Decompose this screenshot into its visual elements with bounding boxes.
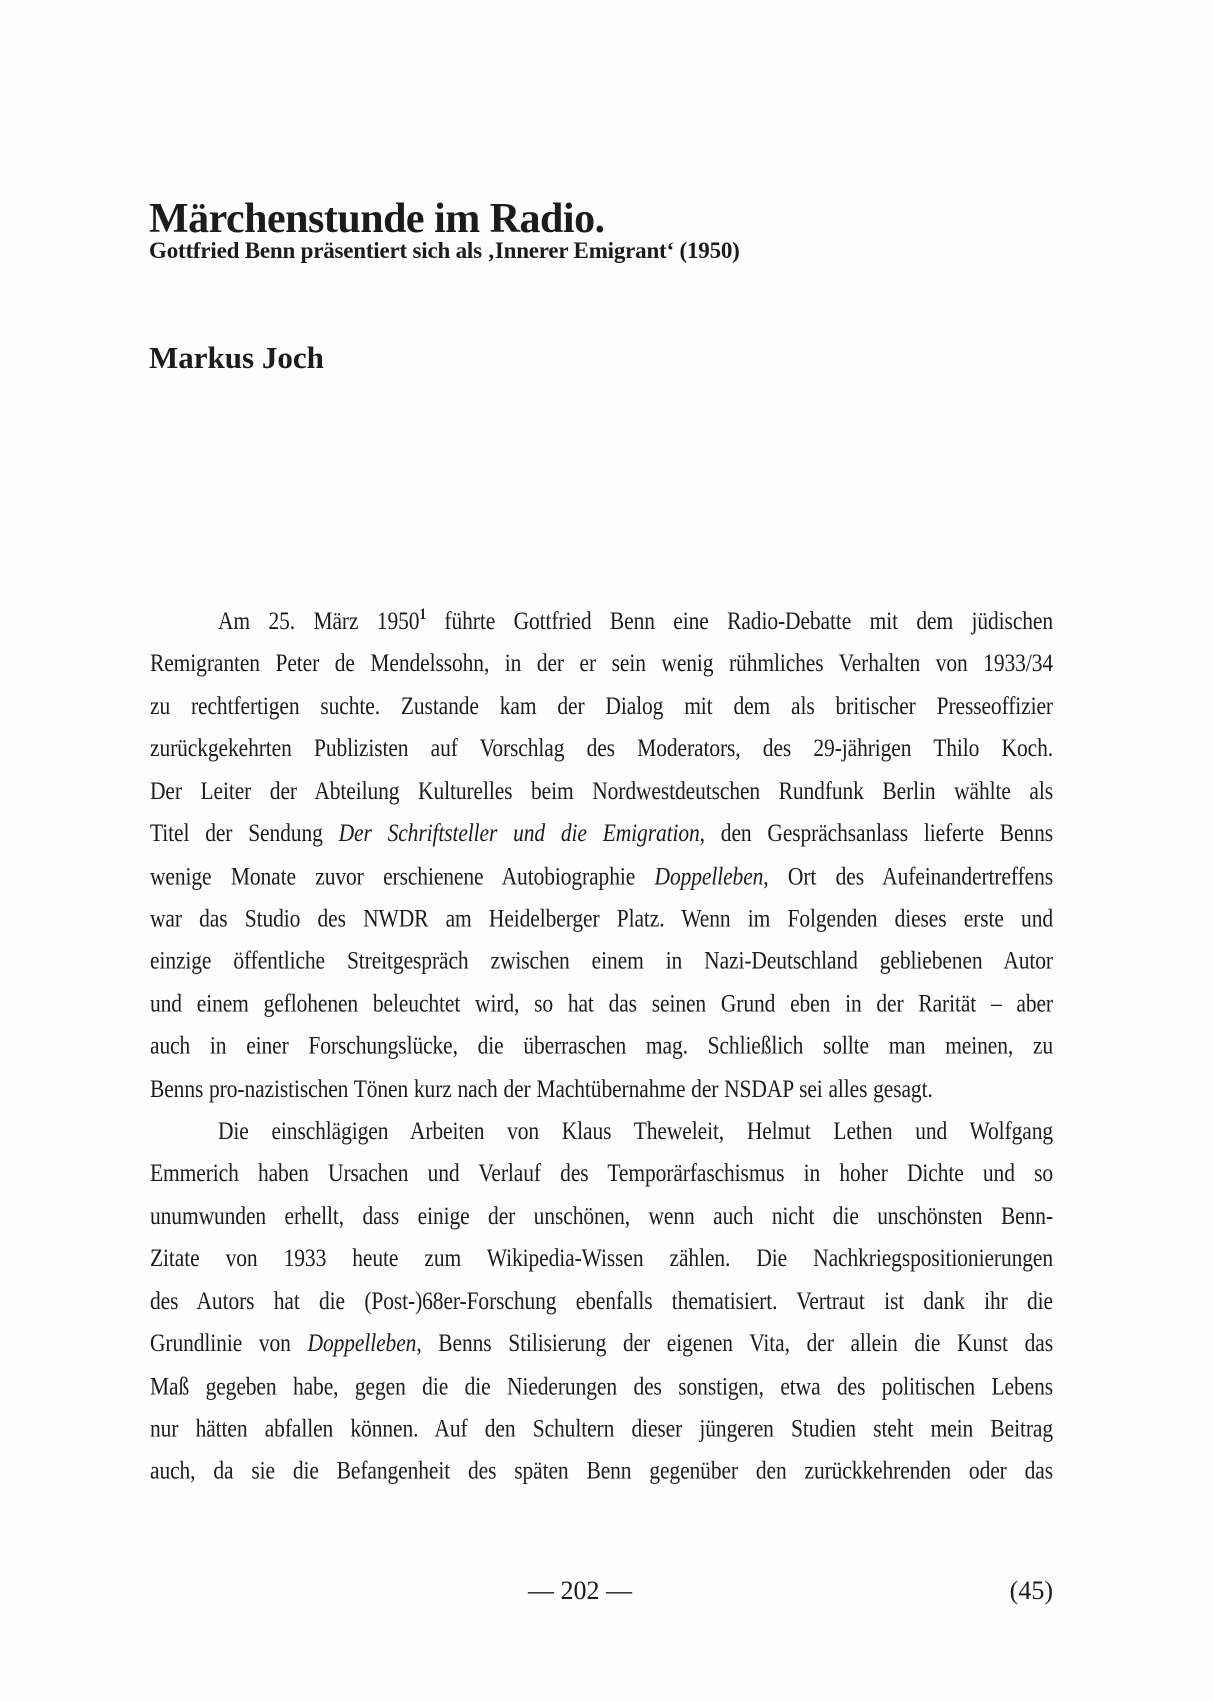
text-line: auch, da sie die Befangenheit des späten Benn gegenüber den zurückkehrenden oder das	[150, 1456, 1053, 1485]
text-line: des Autors hat die (Post-)68er-Forschung ebenfalls thematisiert. Vertraut ist dank ihr die	[150, 1286, 1053, 1315]
text-line: unumwunden erhellt, dass einige der unschönen, wenn auch nicht die unschönsten Benn-	[150, 1201, 1053, 1230]
text-line: Titel der Sendung Der Schriftsteller und die Emigration, den Gesprächsanlass lieferte Benns	[150, 818, 1053, 848]
italic-text: Doppelleben	[307, 1328, 417, 1358]
text-line: einzige öffentliche Streitgespräch zwischen einem in Nazi-Deutschland gebliebenen Autor	[150, 946, 1053, 975]
text-line: Emmerich haben Ursachen und Verlauf des Temporärfaschismus in hoher Dichte und so	[150, 1158, 1053, 1188]
text-line: Remigranten Peter de Mendelssohn, in der er sein wenig rühmliches Verhalten von 1933/34	[150, 648, 1053, 678]
body-paragraph	[150, 1110, 1053, 1493]
text-line: Grundlinie von Doppelleben, Benns Stilisierung der eigenen Vita, der allein die Kunst das	[150, 1328, 1053, 1358]
footnote-marker: 1	[419, 604, 427, 623]
text-line: wenige Monate zuvor erschienene Autobiographie Doppelleben, Ort des Aufeinandertreffens	[150, 861, 1053, 890]
footer-page-number: — 202 —	[528, 1576, 632, 1605]
footer-issue-number: (45)	[1009, 1576, 1053, 1605]
text-line: auch in einer Forschungslücke, die überraschen mag. Schließlich sollte man meinen, zu	[150, 1031, 1053, 1060]
text-line: Benns pro-nazistischen Tönen kurz nach der Machtübernahme der NSDAP sei alles gesagt.	[150, 1073, 933, 1103]
text-line: zu rechtfertigen suchte. Zustande kam der Dialog mit dem als britischer Presseoffizier	[150, 691, 1053, 720]
page-subtitle: Gottfried Benn präsentiert sich als ‚Innerer Emigrant‘ (1950)	[149, 238, 740, 263]
text-line: Am 25. März 1950$^1$ führte Gottfried Benn eine Radio-Debatte mit dem jüdischen	[218, 604, 1054, 635]
text-line: war das Studio des NWDR am Heidelberger Platz. Wenn im Folgenden dieses erste und	[150, 903, 1053, 933]
body-paragraph	[150, 600, 1053, 1110]
text-line: Der Leiter der Abteilung Kulturelles beim Nordwestdeutschen Rundfunk Berlin wählte als	[150, 776, 1053, 805]
italic-text: Der Schriftsteller und die Emigration	[338, 818, 700, 848]
text-line: Zitate von 1933 heute zum Wikipedia-Wissen zählen. Die Nachkriegspositionierungen	[150, 1243, 1053, 1273]
italic-text: Doppelleben	[654, 861, 764, 890]
author-name: Markus Joch	[149, 340, 324, 375]
body-text	[150, 600, 1053, 1493]
text-line: und einem geflohenen beleuchtet wird, so hat das seinen Grund eben in der Rarität – aber	[150, 988, 1053, 1018]
text-line: zurückgekehrten Publizisten auf Vorschlag des Moderators, des 29-jährigen Thilo Koch.	[150, 733, 1053, 763]
text-line: Maß gegeben habe, gegen die die Niederungen des sonstigen, etwa des politischen Lebens	[150, 1371, 1053, 1400]
text-line: nur hätten abfallen können. Auf den Schultern dieser jüngeren Studien steht mein Beitrag	[150, 1413, 1053, 1443]
page-title: Märchenstunde im Radio.	[149, 196, 605, 242]
text-line: Die einschlägigen Arbeiten von Klaus Theweleit, Helmut Lethen und Wolfgang	[218, 1116, 1053, 1145]
